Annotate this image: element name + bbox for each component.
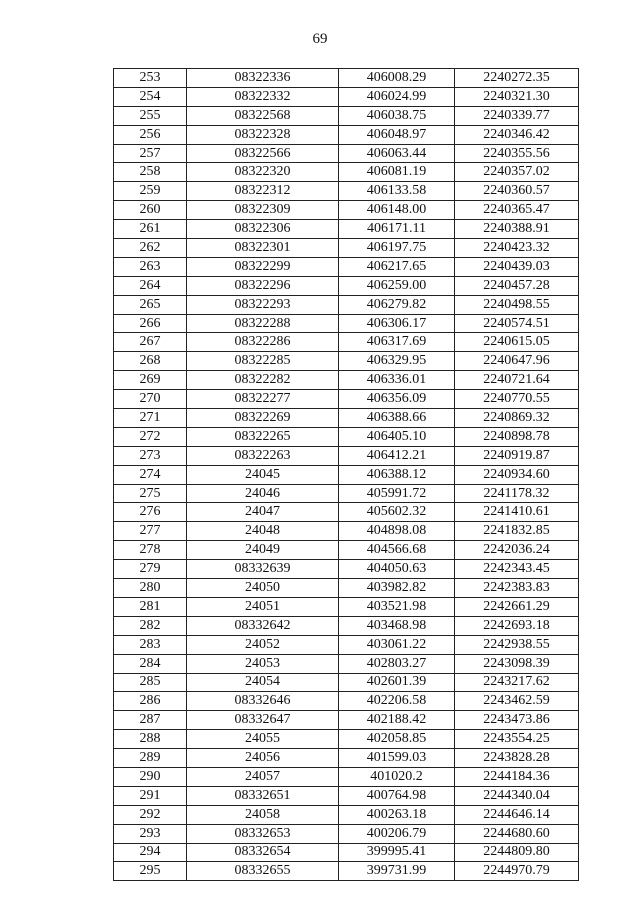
point-number-cell: 255 — [114, 106, 187, 125]
x-coordinate-cell: 406197.75 — [339, 239, 455, 258]
point-id-cell: 24053 — [187, 654, 339, 673]
x-coordinate-cell: 406412.21 — [339, 446, 455, 465]
point-number-cell: 285 — [114, 673, 187, 692]
table-row — [114, 767, 579, 786]
y-coordinate-cell: 2240647.96 — [455, 352, 579, 371]
y-coordinate-cell: 2244680.60 — [455, 824, 579, 843]
table-row — [114, 446, 579, 465]
point-id-cell: 08332653 — [187, 824, 339, 843]
x-coordinate-cell: 406063.44 — [339, 144, 455, 163]
x-coordinate-cell: 406048.97 — [339, 125, 455, 144]
point-id-cell: 24055 — [187, 730, 339, 749]
point-number-cell: 273 — [114, 446, 187, 465]
y-coordinate-cell: 2240615.05 — [455, 333, 579, 352]
table-row — [114, 295, 579, 314]
table-row — [114, 749, 579, 768]
point-number-cell: 280 — [114, 579, 187, 598]
point-number-cell: 282 — [114, 616, 187, 635]
point-id-cell: 08322299 — [187, 257, 339, 276]
point-number-cell: 295 — [114, 862, 187, 881]
point-number-cell: 287 — [114, 711, 187, 730]
table-row — [114, 106, 579, 125]
table-row — [114, 673, 579, 692]
table-row — [114, 616, 579, 635]
table-row — [114, 144, 579, 163]
table-row — [114, 843, 579, 862]
point-id-cell: 08322309 — [187, 201, 339, 220]
x-coordinate-cell: 402803.27 — [339, 654, 455, 673]
y-coordinate-cell: 2240272.35 — [455, 69, 579, 88]
table-row — [114, 276, 579, 295]
point-id-cell: 08322269 — [187, 409, 339, 428]
x-coordinate-cell: 402058.85 — [339, 730, 455, 749]
x-coordinate-cell: 406259.00 — [339, 276, 455, 295]
table-row — [114, 427, 579, 446]
point-number-cell: 253 — [114, 69, 187, 88]
page-number: 69 — [312, 31, 328, 47]
y-coordinate-cell: 2244184.36 — [455, 767, 579, 786]
point-number-cell: 272 — [114, 427, 187, 446]
x-coordinate-cell: 400206.79 — [339, 824, 455, 843]
point-id-cell: 08332651 — [187, 786, 339, 805]
table-row — [114, 862, 579, 881]
table-row — [114, 597, 579, 616]
y-coordinate-cell: 2240439.03 — [455, 257, 579, 276]
table-row — [114, 409, 579, 428]
point-number-cell: 278 — [114, 541, 187, 560]
point-id-cell: 08322293 — [187, 295, 339, 314]
point-id-cell: 08322277 — [187, 390, 339, 409]
table-row — [114, 220, 579, 239]
y-coordinate-cell: 2240574.51 — [455, 314, 579, 333]
point-number-cell: 290 — [114, 767, 187, 786]
table-row — [114, 239, 579, 258]
table-row — [114, 484, 579, 503]
point-id-cell: 24058 — [187, 805, 339, 824]
table-row — [114, 654, 579, 673]
x-coordinate-cell: 406133.58 — [339, 182, 455, 201]
point-number-cell: 264 — [114, 276, 187, 295]
point-id-cell: 08322285 — [187, 352, 339, 371]
y-coordinate-cell: 2242938.55 — [455, 635, 579, 654]
x-coordinate-cell: 406356.09 — [339, 390, 455, 409]
y-coordinate-cell: 2242693.18 — [455, 616, 579, 635]
y-coordinate-cell: 2243462.59 — [455, 692, 579, 711]
table-row — [114, 314, 579, 333]
x-coordinate-cell: 404050.63 — [339, 560, 455, 579]
x-coordinate-cell: 402601.39 — [339, 673, 455, 692]
point-id-cell: 08322336 — [187, 69, 339, 88]
point-number-cell: 259 — [114, 182, 187, 201]
point-number-cell: 276 — [114, 503, 187, 522]
point-number-cell: 258 — [114, 163, 187, 182]
x-coordinate-cell: 406171.11 — [339, 220, 455, 239]
point-id-cell: 08322282 — [187, 371, 339, 390]
x-coordinate-cell: 406038.75 — [339, 106, 455, 125]
y-coordinate-cell: 2244646.14 — [455, 805, 579, 824]
y-coordinate-cell: 2240339.77 — [455, 106, 579, 125]
y-coordinate-cell: 2244340.04 — [455, 786, 579, 805]
coordinates-table-body — [114, 69, 579, 881]
x-coordinate-cell: 403061.22 — [339, 635, 455, 654]
y-coordinate-cell: 2244809.80 — [455, 843, 579, 862]
point-number-cell: 257 — [114, 144, 187, 163]
x-coordinate-cell: 403982.82 — [339, 579, 455, 598]
point-number-cell: 284 — [114, 654, 187, 673]
y-coordinate-cell: 2240423.32 — [455, 239, 579, 258]
x-coordinate-cell: 401599.03 — [339, 749, 455, 768]
x-coordinate-cell: 406008.29 — [339, 69, 455, 88]
point-number-cell: 269 — [114, 371, 187, 390]
table-row — [114, 635, 579, 654]
table-row — [114, 352, 579, 371]
y-coordinate-cell: 2241178.32 — [455, 484, 579, 503]
table-row — [114, 69, 579, 88]
point-number-cell: 275 — [114, 484, 187, 503]
point-number-cell: 262 — [114, 239, 187, 258]
point-id-cell: 08322328 — [187, 125, 339, 144]
y-coordinate-cell: 2240770.55 — [455, 390, 579, 409]
point-id-cell: 24051 — [187, 597, 339, 616]
x-coordinate-cell: 406388.66 — [339, 409, 455, 428]
table-row — [114, 503, 579, 522]
x-coordinate-cell: 406148.00 — [339, 201, 455, 220]
point-id-cell: 08332642 — [187, 616, 339, 635]
point-id-cell: 08322320 — [187, 163, 339, 182]
y-coordinate-cell: 2243098.39 — [455, 654, 579, 673]
table-row — [114, 257, 579, 276]
y-coordinate-cell: 2240869.32 — [455, 409, 579, 428]
x-coordinate-cell: 406217.65 — [339, 257, 455, 276]
table-row — [114, 371, 579, 390]
point-number-cell: 267 — [114, 333, 187, 352]
table-row — [114, 465, 579, 484]
y-coordinate-cell: 2240919.87 — [455, 446, 579, 465]
table-row — [114, 541, 579, 560]
point-number-cell: 254 — [114, 87, 187, 106]
point-number-cell: 281 — [114, 597, 187, 616]
y-coordinate-cell: 2241832.85 — [455, 522, 579, 541]
y-coordinate-cell: 2240388.91 — [455, 220, 579, 239]
y-coordinate-cell: 2243217.62 — [455, 673, 579, 692]
table-row — [114, 711, 579, 730]
table-row — [114, 125, 579, 144]
point-id-cell: 24047 — [187, 503, 339, 522]
table-row — [114, 333, 579, 352]
point-id-cell: 08322566 — [187, 144, 339, 163]
y-coordinate-cell: 2242036.24 — [455, 541, 579, 560]
point-number-cell: 289 — [114, 749, 187, 768]
point-number-cell: 260 — [114, 201, 187, 220]
x-coordinate-cell: 406279.82 — [339, 295, 455, 314]
point-id-cell: 08332639 — [187, 560, 339, 579]
table-row — [114, 390, 579, 409]
y-coordinate-cell: 2240357.02 — [455, 163, 579, 182]
point-id-cell: 08332647 — [187, 711, 339, 730]
point-number-cell: 294 — [114, 843, 187, 862]
point-id-cell: 08322288 — [187, 314, 339, 333]
point-number-cell: 261 — [114, 220, 187, 239]
x-coordinate-cell: 403521.98 — [339, 597, 455, 616]
y-coordinate-cell: 2240721.64 — [455, 371, 579, 390]
point-id-cell: 08322301 — [187, 239, 339, 258]
table-row — [114, 87, 579, 106]
y-coordinate-cell: 2242343.45 — [455, 560, 579, 579]
point-id-cell: 08322312 — [187, 182, 339, 201]
point-number-cell: 286 — [114, 692, 187, 711]
x-coordinate-cell: 406336.01 — [339, 371, 455, 390]
point-number-cell: 293 — [114, 824, 187, 843]
point-id-cell: 08322306 — [187, 220, 339, 239]
point-number-cell: 265 — [114, 295, 187, 314]
table-row — [114, 560, 579, 579]
point-id-cell: 24056 — [187, 749, 339, 768]
x-coordinate-cell: 400764.98 — [339, 786, 455, 805]
x-coordinate-cell: 405602.32 — [339, 503, 455, 522]
table-row — [114, 522, 579, 541]
y-coordinate-cell: 2243828.28 — [455, 749, 579, 768]
coordinates-table — [113, 68, 579, 881]
table-row — [114, 201, 579, 220]
x-coordinate-cell: 405991.72 — [339, 484, 455, 503]
point-number-cell: 263 — [114, 257, 187, 276]
point-number-cell: 266 — [114, 314, 187, 333]
point-number-cell: 274 — [114, 465, 187, 484]
y-coordinate-cell: 2244970.79 — [455, 862, 579, 881]
x-coordinate-cell: 406317.69 — [339, 333, 455, 352]
y-coordinate-cell: 2243473.86 — [455, 711, 579, 730]
x-coordinate-cell: 402188.42 — [339, 711, 455, 730]
x-coordinate-cell: 400263.18 — [339, 805, 455, 824]
y-coordinate-cell: 2240898.78 — [455, 427, 579, 446]
point-number-cell: 277 — [114, 522, 187, 541]
point-id-cell: 08322286 — [187, 333, 339, 352]
x-coordinate-cell: 404898.08 — [339, 522, 455, 541]
y-coordinate-cell: 2242661.29 — [455, 597, 579, 616]
x-coordinate-cell: 406306.17 — [339, 314, 455, 333]
point-number-cell: 268 — [114, 352, 187, 371]
point-id-cell: 08322263 — [187, 446, 339, 465]
x-coordinate-cell: 399995.41 — [339, 843, 455, 862]
point-id-cell: 24048 — [187, 522, 339, 541]
y-coordinate-cell: 2240365.47 — [455, 201, 579, 220]
point-id-cell: 08332655 — [187, 862, 339, 881]
point-number-cell: 256 — [114, 125, 187, 144]
x-coordinate-cell: 406024.99 — [339, 87, 455, 106]
point-number-cell: 288 — [114, 730, 187, 749]
point-number-cell: 283 — [114, 635, 187, 654]
table-row — [114, 182, 579, 201]
x-coordinate-cell: 406329.95 — [339, 352, 455, 371]
point-id-cell: 08322296 — [187, 276, 339, 295]
x-coordinate-cell: 399731.99 — [339, 862, 455, 881]
point-id-cell: 24050 — [187, 579, 339, 598]
table-row — [114, 163, 579, 182]
point-id-cell: 24045 — [187, 465, 339, 484]
point-id-cell: 08332646 — [187, 692, 339, 711]
table-row — [114, 730, 579, 749]
y-coordinate-cell: 2240457.28 — [455, 276, 579, 295]
point-number-cell: 291 — [114, 786, 187, 805]
table-row — [114, 824, 579, 843]
x-coordinate-cell: 403468.98 — [339, 616, 455, 635]
point-id-cell: 08332654 — [187, 843, 339, 862]
y-coordinate-cell: 2243554.25 — [455, 730, 579, 749]
point-number-cell: 270 — [114, 390, 187, 409]
table-row — [114, 805, 579, 824]
point-id-cell: 24046 — [187, 484, 339, 503]
x-coordinate-cell: 404566.68 — [339, 541, 455, 560]
y-coordinate-cell: 2241410.61 — [455, 503, 579, 522]
x-coordinate-cell: 406388.12 — [339, 465, 455, 484]
y-coordinate-cell: 2240355.56 — [455, 144, 579, 163]
point-id-cell: 24049 — [187, 541, 339, 560]
point-number-cell: 292 — [114, 805, 187, 824]
x-coordinate-cell: 406405.10 — [339, 427, 455, 446]
point-number-cell: 271 — [114, 409, 187, 428]
y-coordinate-cell: 2240321.30 — [455, 87, 579, 106]
x-coordinate-cell: 406081.19 — [339, 163, 455, 182]
point-id-cell: 08322332 — [187, 87, 339, 106]
table-row — [114, 692, 579, 711]
x-coordinate-cell: 402206.58 — [339, 692, 455, 711]
y-coordinate-cell: 2240498.55 — [455, 295, 579, 314]
y-coordinate-cell: 2240934.60 — [455, 465, 579, 484]
point-id-cell: 24052 — [187, 635, 339, 654]
point-id-cell: 08322568 — [187, 106, 339, 125]
y-coordinate-cell: 2240360.57 — [455, 182, 579, 201]
table-row — [114, 786, 579, 805]
y-coordinate-cell: 2242383.83 — [455, 579, 579, 598]
point-id-cell: 24057 — [187, 767, 339, 786]
point-id-cell: 24054 — [187, 673, 339, 692]
x-coordinate-cell: 401020.2 — [339, 767, 455, 786]
point-id-cell: 08322265 — [187, 427, 339, 446]
y-coordinate-cell: 2240346.42 — [455, 125, 579, 144]
table-row — [114, 579, 579, 598]
point-number-cell: 279 — [114, 560, 187, 579]
